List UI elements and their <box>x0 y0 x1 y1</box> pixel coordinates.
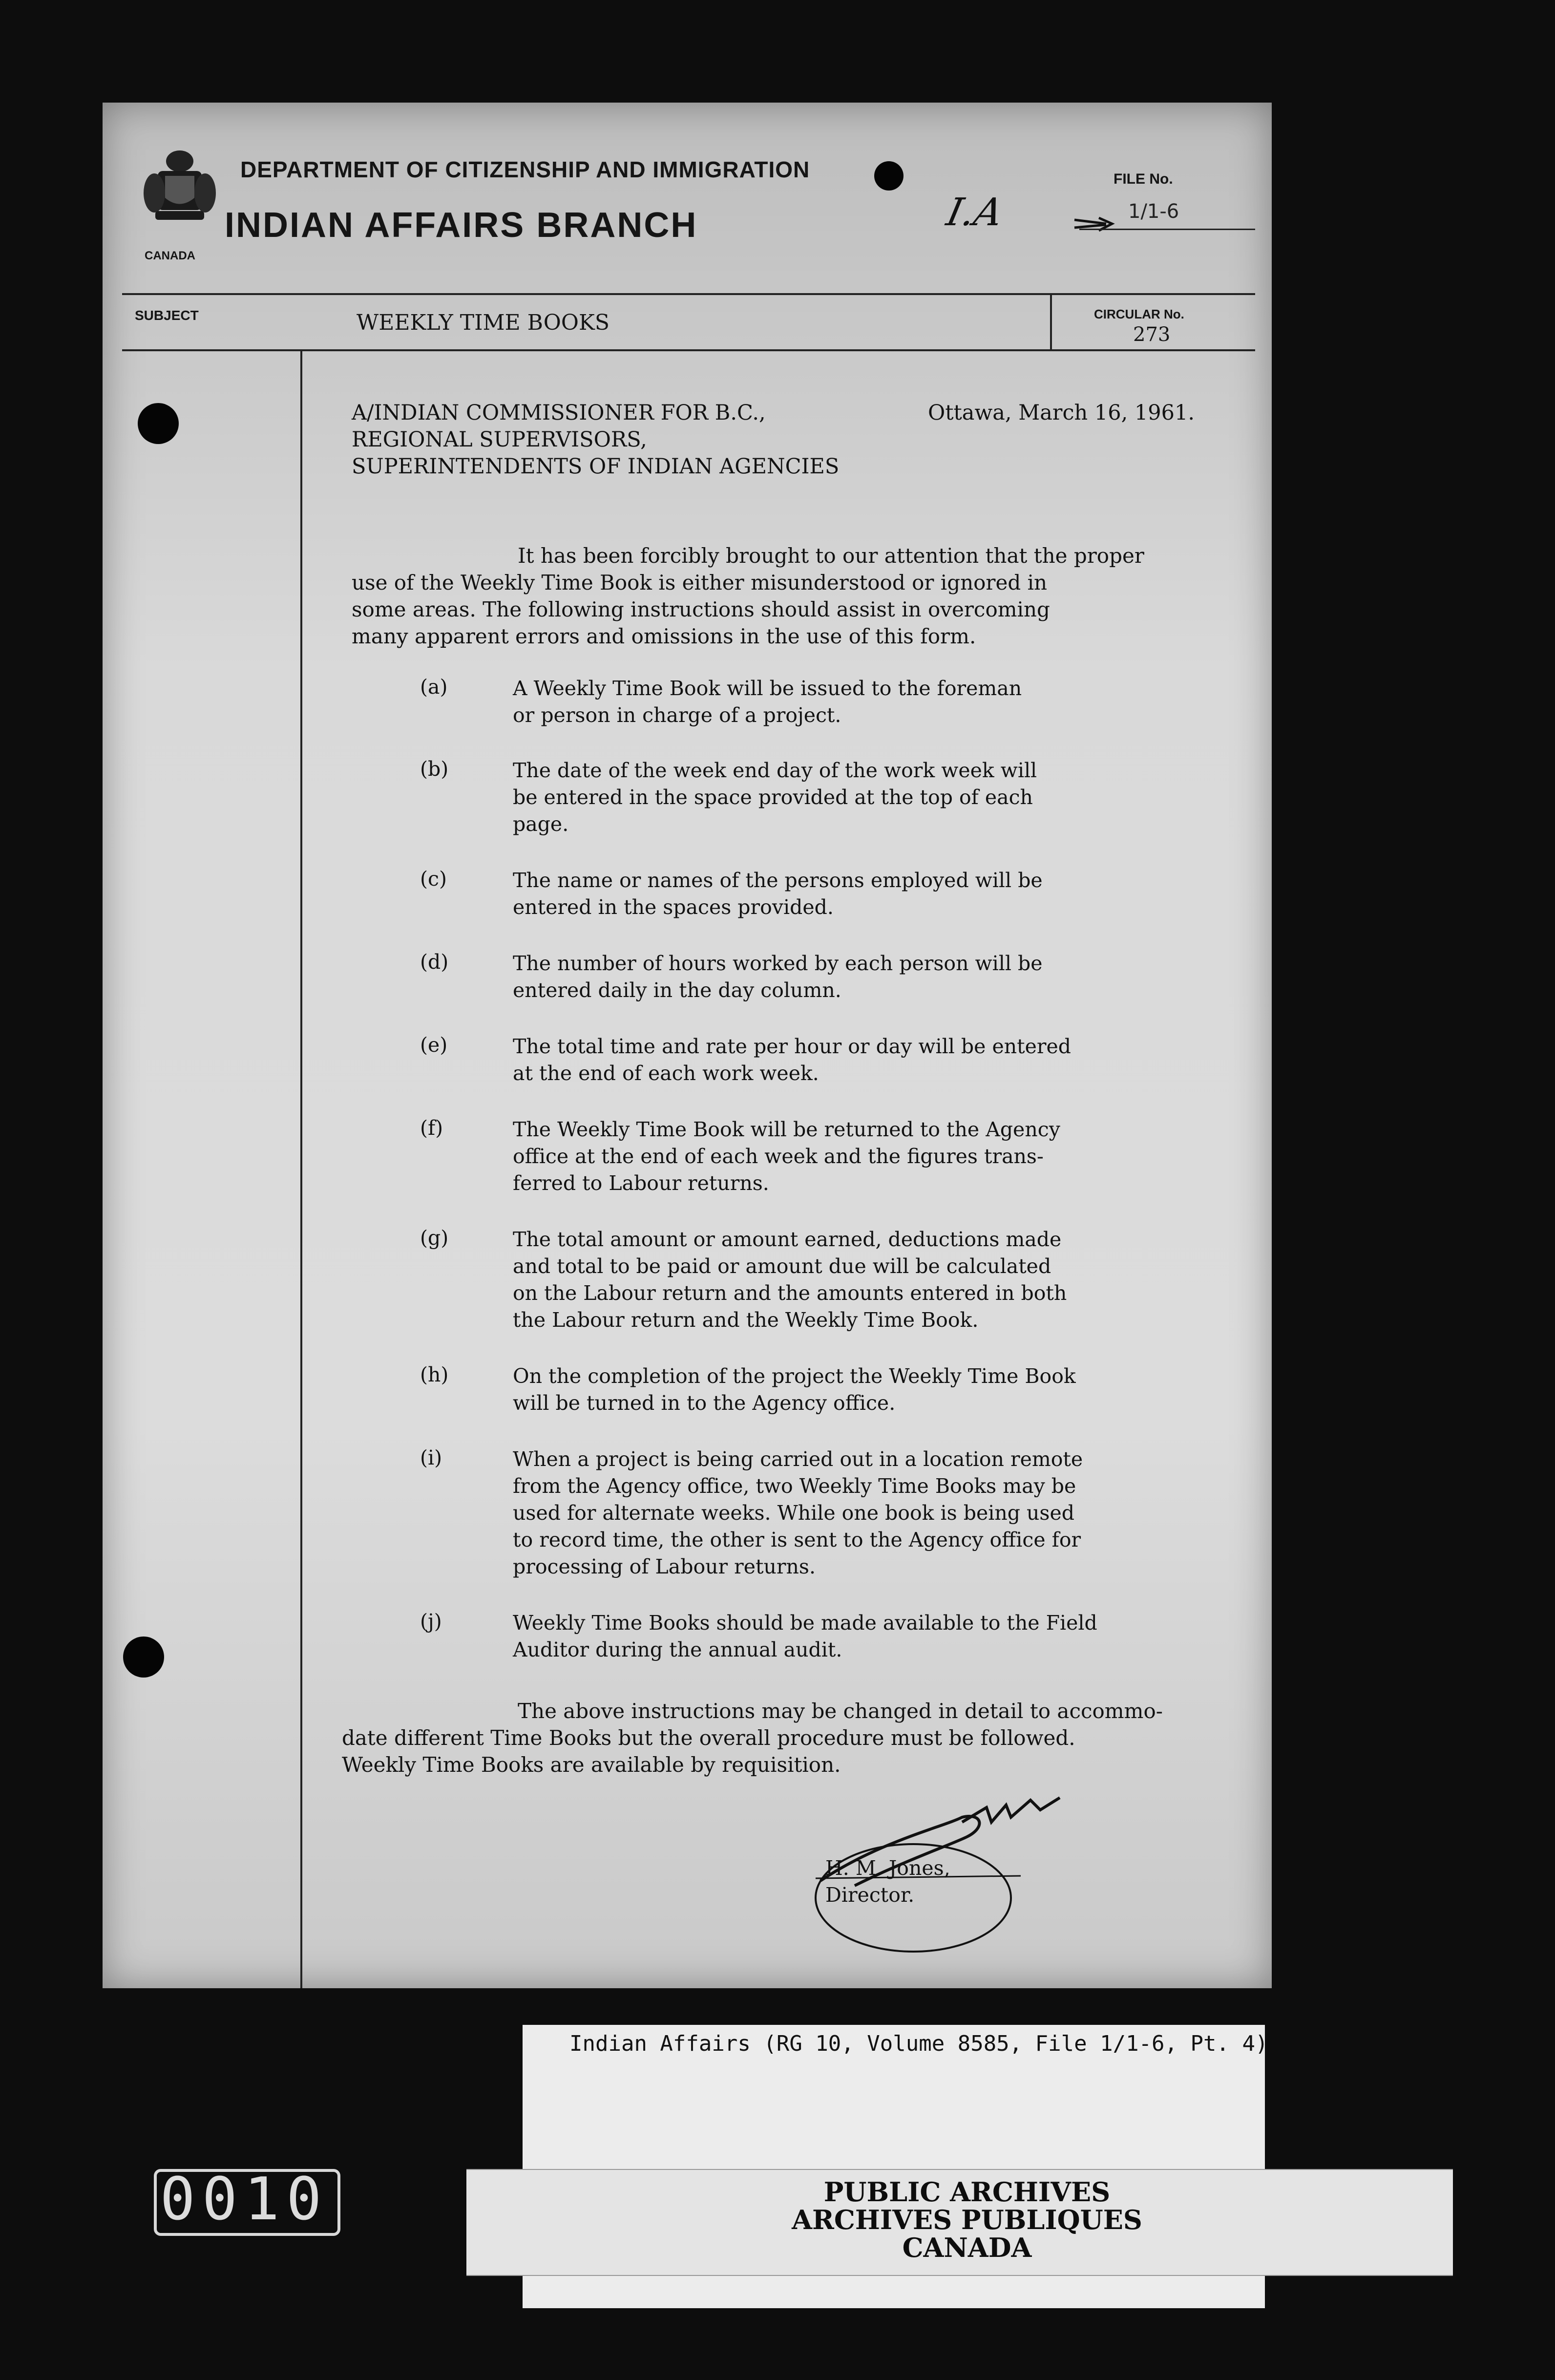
archive-stamp-line: ARCHIVES PUBLIQUES <box>792 2204 1142 2235</box>
item-letter: (j) <box>420 1610 442 1633</box>
item-text: Weekly Time Books should be made available to the Field Auditor during the annual audit. <box>513 1611 1097 1661</box>
item-letter: (d) <box>420 950 449 974</box>
subject-divider <box>122 349 1255 351</box>
branch-name: INDIAN AFFAIRS BRANCH <box>225 206 698 245</box>
file-handwritten-mark: I.A <box>943 191 1007 234</box>
file-number-rule <box>1079 229 1255 230</box>
handwritten-arrow-icon <box>1072 214 1116 234</box>
coat-of-arms-icon <box>141 147 219 234</box>
punch-hole <box>123 1636 164 1678</box>
file-number: 1/1-6 <box>1128 200 1179 223</box>
handwritten-signature-icon <box>757 1783 1197 1964</box>
item-text: The date of the week end day of the work week will be entered in the space provided at the top of each page. <box>513 759 1037 836</box>
closing-line: date different Time Books but the overall procedure must be followed. <box>342 1726 1075 1750</box>
item-letter: (h) <box>420 1363 449 1386</box>
item-letter: (e) <box>420 1033 448 1057</box>
intro-line: many apparent errors and omissions in the use of this form. <box>352 624 976 648</box>
addressee-line: A/INDIAN COMMISSIONER FOR B.C., <box>352 401 766 425</box>
closing-line: Weekly Time Books are available by requisition. <box>342 1753 841 1777</box>
item-text: The total amount or amount earned, deductions made and total to be paid or amount due will be calculated on the Labour return and the amounts entered in both the Labour return and the Weekly Time Book. <box>513 1228 1067 1332</box>
closing-line: The above instructions may be changed in detail to accommo- <box>518 1699 1163 1723</box>
item-letter: (a) <box>420 675 448 699</box>
signatory-title: Director. <box>825 1883 915 1907</box>
circular-number: 273 <box>1133 323 1171 346</box>
circular-divider <box>1050 293 1052 349</box>
item-text: When a project is being carried out in a location remote from the Agency office, two Weekly Time Books may be used for alternate weeks. While one book is being used to record time, the other is sent to the Agency office for processing of Labour returns. <box>513 1447 1083 1578</box>
addressee-line: REGIONAL SUPERVISORS, <box>352 427 647 452</box>
intro-line: It has been forcibly brought to our attention that the proper <box>518 544 1144 568</box>
document-page <box>103 103 1272 1988</box>
item-letter: (b) <box>420 757 449 781</box>
header-divider <box>122 293 1255 295</box>
margin-rule <box>300 349 302 1988</box>
signatory-name: H. M. Jones, <box>825 1856 950 1880</box>
intro-line: some areas. The following instructions should assist in overcoming <box>352 597 1050 621</box>
file-number-label: FILE No. <box>1114 171 1173 187</box>
item-text: A Weekly Time Book will be issued to the foreman or person in charge of a project. <box>513 677 1022 727</box>
subject-label: SUBJECT <box>135 308 199 323</box>
archive-stamp-line: PUBLIC ARCHIVES <box>823 2176 1111 2208</box>
item-text: The number of hours worked by each person will be entered daily in the day column. <box>513 952 1043 1002</box>
punch-hole <box>874 161 904 191</box>
circular-label: CIRCULAR No. <box>1094 307 1184 321</box>
archive-reference: Indian Affairs (RG 10, Volume 8585, File 1/1-6, Pt. 4) <box>569 2031 1268 2056</box>
item-letter: (g) <box>420 1226 449 1250</box>
department-name: DEPARTMENT OF CITIZENSHIP AND IMMIGRATION <box>240 157 810 182</box>
item-letter: (c) <box>420 867 447 891</box>
intro-line: use of the Weekly Time Book is either misunderstood or ignored in <box>352 571 1048 595</box>
archive-stamp-line: CANADA <box>902 2232 1032 2263</box>
letter-date: Ottawa, March 16, 1961. <box>928 401 1195 425</box>
item-text: The Weekly Time Book will be returned to the Agency office at the end of each week and the figures trans- ferred to Labour returns. <box>513 1118 1060 1195</box>
subject-value: WEEKLY TIME BOOKS <box>357 310 609 335</box>
item-text: The total time and rate per hour or day will be entered at the end of each work week. <box>513 1035 1071 1085</box>
crest-caption: CANADA <box>145 249 195 262</box>
item-text: On the completion of the project the Weekly Time Book will be turned in to the Agency office. <box>513 1364 1076 1415</box>
item-letter: (f) <box>420 1116 443 1140</box>
frame-counter: 0010 <box>160 2166 329 2233</box>
item-text: The name or names of the persons employed will be entered in the spaces provided. <box>513 869 1043 919</box>
item-letter: (i) <box>420 1446 442 1469</box>
punch-hole <box>138 403 179 444</box>
addressee-line: SUPERINTENDENTS OF INDIAN AGENCIES <box>352 454 840 479</box>
